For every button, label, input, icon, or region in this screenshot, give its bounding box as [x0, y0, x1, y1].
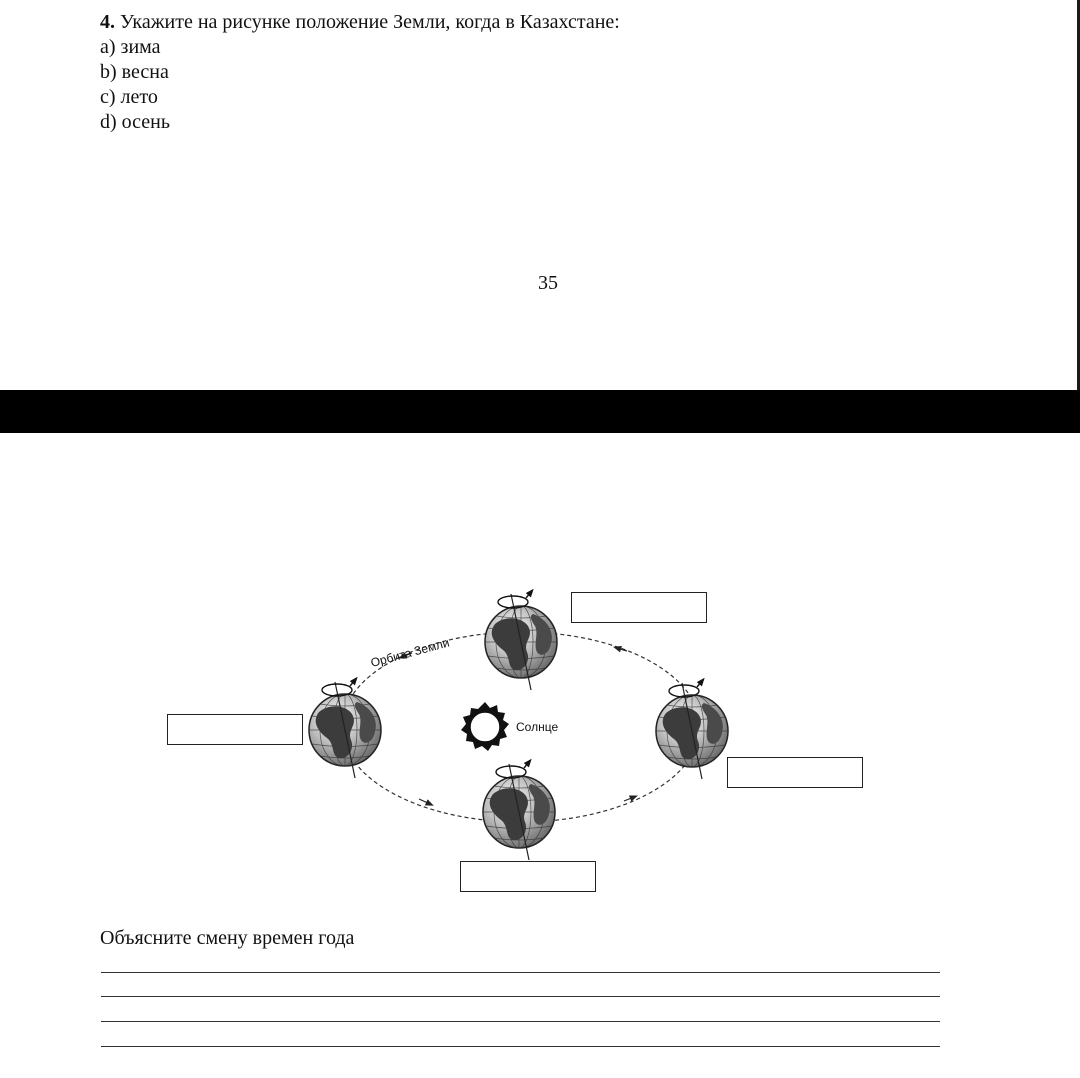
option-letter: c)	[100, 86, 116, 108]
option-text: зима	[120, 36, 161, 58]
option-text: осень	[121, 111, 170, 133]
answer-line[interactable]	[101, 1046, 940, 1047]
answer-line[interactable]	[101, 972, 940, 973]
answer-box-top[interactable]	[571, 592, 707, 623]
earth-globe-top	[485, 592, 557, 690]
answer-box-left[interactable]	[167, 714, 303, 745]
orbit-label: Орбита Земли	[369, 635, 451, 670]
sun-icon	[461, 702, 509, 751]
answer-box-bottom[interactable]	[460, 861, 596, 892]
earth-globe-bottom	[483, 762, 555, 860]
earth-globe-left	[309, 680, 381, 778]
answer-line[interactable]	[101, 1021, 940, 1022]
option-text: лето	[120, 86, 158, 108]
earth-globe-right	[656, 681, 728, 779]
explain-prompt: Объясните смену времен года	[100, 927, 355, 949]
question-text: Укажите на рисунке положение Земли, когда в Казахстане:	[120, 11, 620, 33]
page-number: 35	[538, 272, 558, 294]
option-text: весна	[121, 61, 169, 83]
question-number: 4.	[100, 11, 115, 33]
option-letter: a)	[100, 36, 116, 58]
orbit-arrow	[624, 797, 634, 801]
option-letter: d)	[100, 111, 117, 133]
answer-box-right[interactable]	[727, 757, 863, 788]
answer-line[interactable]	[101, 996, 940, 997]
orbit-arrow	[419, 799, 430, 804]
option-letter: b)	[100, 61, 117, 83]
sun-label: Солнце	[516, 720, 559, 734]
